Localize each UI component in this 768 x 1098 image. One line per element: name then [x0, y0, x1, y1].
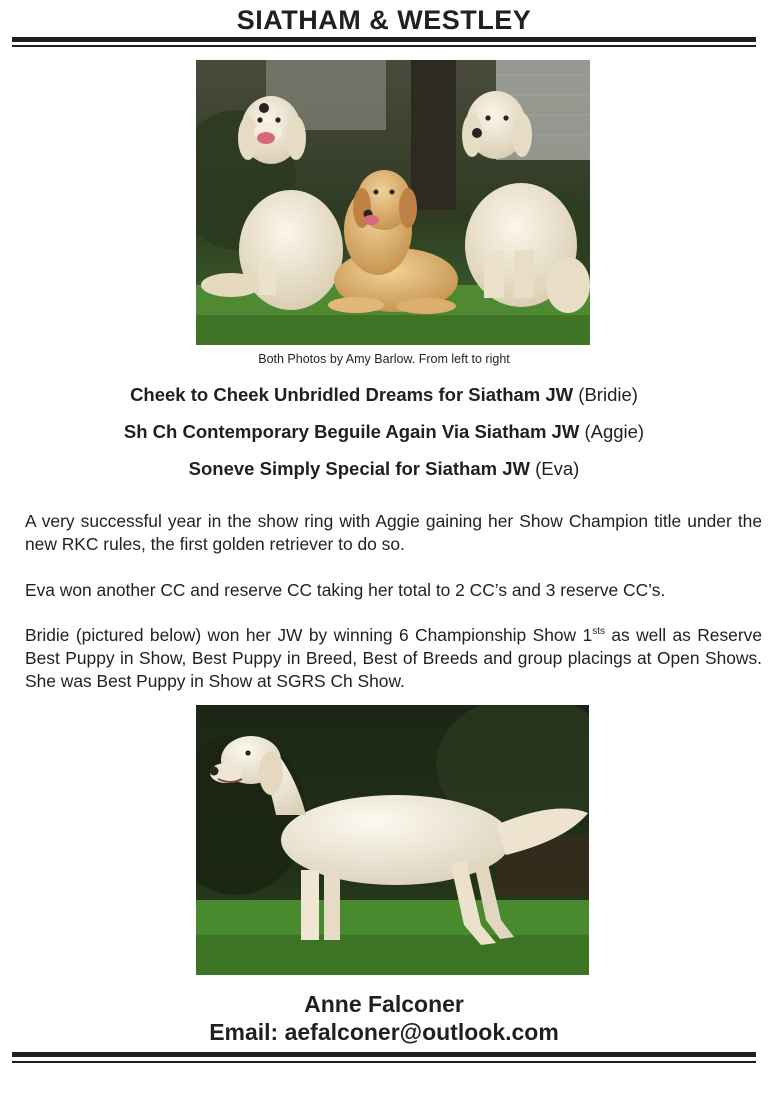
dog-name-line-1: [0, 384, 768, 406]
paragraph-bridie-text: Bridie (pictured below) won her JW by winning 6 Championship Show 1: [25, 625, 593, 645]
paragraph-bridie-text-cont: as well as Reserve Best Puppy in Show, Best Puppy in Breed, Best of Breeds and group placings at Open Shows. She was Best Puppy in Show at SGRS Ch Show.: [25, 625, 762, 691]
dog-name: Sh Ch Contemporary Beguile Again Via Siatham JW: [123, 421, 580, 442]
header-rule-thick: [12, 37, 756, 42]
photo-caption: Both Photos by Amy Barlow. From left to right: [258, 352, 510, 366]
paragraph-eva: Eva won another CC and reserve CC taking her total to 2 CC’s and 3 reserve CC’s.: [25, 580, 666, 600]
dog-name-line-2: [0, 421, 768, 443]
dog-nickname: (Eva): [535, 458, 580, 479]
dog-nickname: (Bridie): [578, 384, 638, 405]
footer-rule-thick: [12, 1052, 756, 1057]
kennel-title: SIATHAM & WESTLEY: [236, 5, 532, 35]
footer-rule-thin: [12, 1061, 756, 1063]
paragraph-aggie: A very successful year in the show ring with Aggie gaining her Show Champion title under the new RKC rules, the first golden retriever to do so.: [25, 511, 762, 554]
dog-name-line-3: [0, 458, 768, 480]
contact-name: Anne Falconer: [304, 991, 464, 1017]
paragraph-bridie: [25, 624, 762, 693]
contact-email: Email: aefalconer@outlook.com: [209, 1019, 559, 1045]
group-dog-photo: [196, 60, 590, 345]
dog-nickname: (Aggie): [584, 421, 645, 442]
dog-name: Cheek to Cheek Unbridled Dreams for Siatham JW: [130, 384, 574, 405]
superscript-sts: sts: [592, 626, 605, 638]
header-rule-thin: [12, 45, 756, 47]
bridie-photo: [196, 705, 589, 975]
dog-name: Soneve Simply Special for Siatham JW: [188, 458, 530, 479]
header: [0, 0, 768, 38]
